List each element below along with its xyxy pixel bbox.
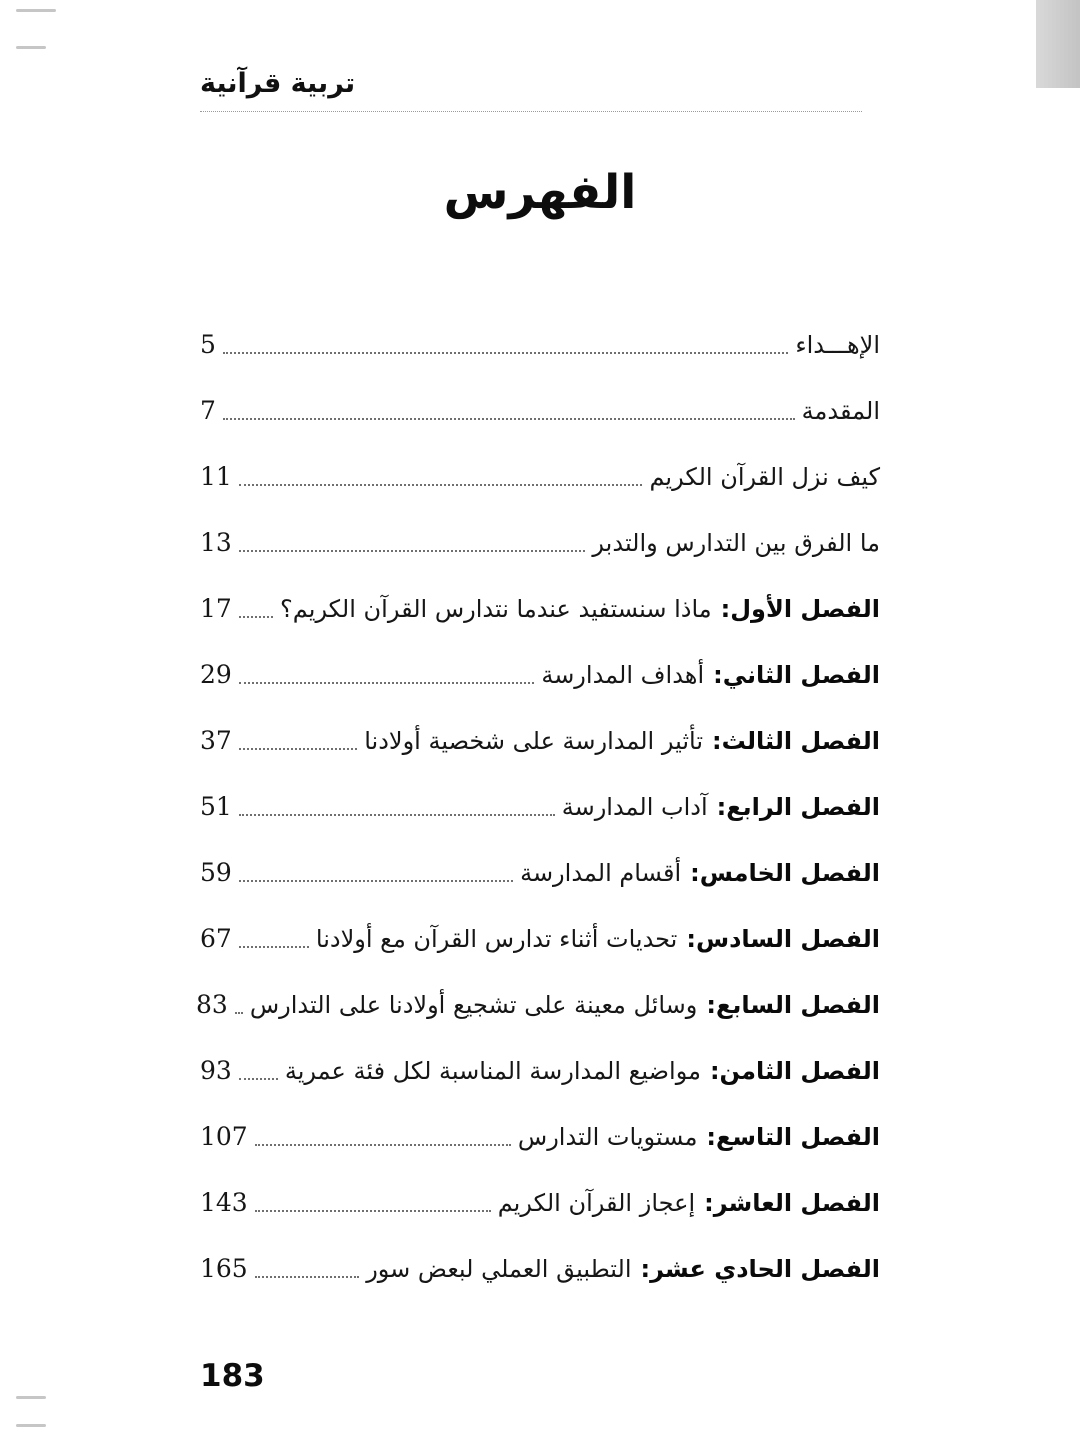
dot-leader-icon [239, 880, 513, 882]
toc-entry-prefix: الفصل السابع: [706, 991, 880, 1019]
scan-artifact-bottom-1 [16, 1396, 46, 1399]
dot-leader-icon [239, 484, 643, 486]
toc-entry-title [280, 590, 880, 628]
footer-page-number: 183 [200, 1358, 265, 1394]
dot-leader-icon [255, 1210, 491, 1212]
toc-entry-title [795, 326, 880, 364]
toc-title: الفهرس [443, 165, 637, 220]
running-header [200, 68, 862, 112]
toc-entry [200, 524, 880, 562]
toc-entry-rest: تحديات أثناء تدارس القرآن مع أولادنا [315, 925, 678, 953]
toc-entry-title [366, 1250, 880, 1288]
toc-entry-rest: ما الفرق بين التدارس والتدبر [592, 529, 880, 557]
toc-entry-rest: أقسام المدارسة [520, 859, 682, 887]
toc-entry-prefix: الفصل السادس: [686, 925, 880, 953]
dot-leader-icon [239, 1078, 278, 1080]
toc-entry-rest: مستويات التدارس [517, 1123, 698, 1151]
toc-entry-title [364, 722, 880, 760]
scan-artifact-bottom-2 [16, 1424, 46, 1427]
dot-leader-icon [255, 1276, 359, 1278]
toc-entry [200, 656, 880, 694]
toc-entry-title [541, 656, 880, 694]
toc-entry-prefix: الفصل الرابع: [716, 793, 880, 821]
toc-entry-page: 11 [200, 462, 232, 491]
toc-entry-page: 143 [200, 1188, 248, 1217]
toc-entry-title [285, 1052, 880, 1090]
toc-entry-title [802, 392, 880, 430]
toc-entry-rest: مواضيع المدارسة المناسبة لكل فئة عمرية [284, 1057, 701, 1085]
toc-entry-rest: التطبيق العملي لبعض سور [366, 1255, 632, 1283]
toc-entry-prefix: الفصل الثاني: [713, 661, 880, 689]
dot-leader-icon [223, 352, 788, 354]
dot-leader-icon [239, 748, 357, 750]
toc-entry [200, 722, 880, 760]
scan-artifact-top-1 [16, 9, 56, 12]
toc-entry-rest: تأثير المدارسة على شخصية أولادنا [364, 727, 703, 755]
toc-entry-rest: المقدمة [801, 397, 880, 425]
toc-entry-page: 165 [200, 1254, 248, 1283]
scan-artifact-top-2 [16, 46, 46, 49]
toc-entry-title [518, 1118, 880, 1156]
toc-entry [200, 788, 880, 826]
toc-entry-rest: وسائل معينة على تشجيع أولادنا على التدارس [249, 991, 698, 1019]
toc-entry-page: 107 [200, 1122, 248, 1151]
toc-entry-rest: الإهـــداء [795, 331, 880, 359]
toc-entry-page: 13 [200, 528, 232, 557]
toc-entry [200, 1052, 880, 1090]
toc-entry-rest: كيف نزل القرآن الكريم [649, 463, 880, 491]
toc-entry-prefix: الفصل التاسع: [706, 1123, 880, 1151]
dot-leader-icon [239, 946, 309, 948]
toc-entry [200, 1250, 880, 1288]
toc-entry-title [316, 920, 880, 958]
toc-entry-page: 7 [200, 396, 216, 425]
toc-entry-page: 17 [200, 594, 232, 623]
toc-entry-prefix: الفصل الخامس: [690, 859, 880, 887]
toc-entry-page: 93 [200, 1056, 232, 1085]
toc-entry-title [649, 458, 880, 496]
toc-entry [200, 326, 880, 364]
dot-leader-icon [223, 418, 795, 420]
toc-entry-title [250, 986, 880, 1024]
toc-entry-prefix: الفصل الحادي عشر: [640, 1255, 880, 1283]
toc-entry-title [592, 524, 880, 562]
toc-entry [200, 458, 880, 496]
toc-entry [200, 854, 880, 892]
dot-leader-icon [239, 550, 586, 552]
toc-entry-page: 59 [200, 858, 232, 887]
toc-list [196, 326, 880, 1316]
toc-entry-prefix: الفصل العاشر: [704, 1189, 880, 1217]
scan-corner-shadow [1036, 0, 1080, 88]
toc-entry-title [520, 854, 880, 892]
toc-entry [200, 392, 880, 430]
toc-entry [200, 1184, 880, 1222]
toc-entry-rest: آداب المدارسة [561, 793, 708, 821]
dot-leader-icon [239, 814, 555, 816]
toc-entry-title [562, 788, 880, 826]
toc-entry-page: 51 [200, 792, 232, 821]
toc-entry-prefix: الفصل الثالث: [712, 727, 880, 755]
toc-entry [200, 1118, 880, 1156]
toc-entry-prefix: الفصل الأول: [720, 595, 880, 623]
dot-leader-icon [239, 682, 535, 684]
dot-leader-icon [235, 1012, 243, 1014]
running-header-title: تربية قرآنية [200, 68, 356, 99]
toc-entry [196, 986, 880, 1024]
toc-entry-prefix: الفصل الثامن: [709, 1057, 880, 1085]
toc-entry-page: 5 [200, 330, 216, 359]
toc-entry-rest: ماذا سنستفيد عندما نتدارس القرآن الكريم؟ [280, 595, 712, 623]
dot-leader-icon [255, 1144, 511, 1146]
toc-entry [200, 920, 880, 958]
toc-entry-title [498, 1184, 880, 1222]
toc-entry-rest: إعجاز القرآن الكريم [497, 1189, 696, 1217]
toc-entry [200, 590, 880, 628]
toc-entry-rest: أهداف المدارسة [541, 661, 705, 689]
toc-entry-page: 83 [196, 990, 228, 1019]
toc-entry-page: 37 [200, 726, 232, 755]
dot-leader-icon [239, 616, 273, 618]
toc-entry-page: 29 [200, 660, 232, 689]
toc-entry-page: 67 [200, 924, 232, 953]
